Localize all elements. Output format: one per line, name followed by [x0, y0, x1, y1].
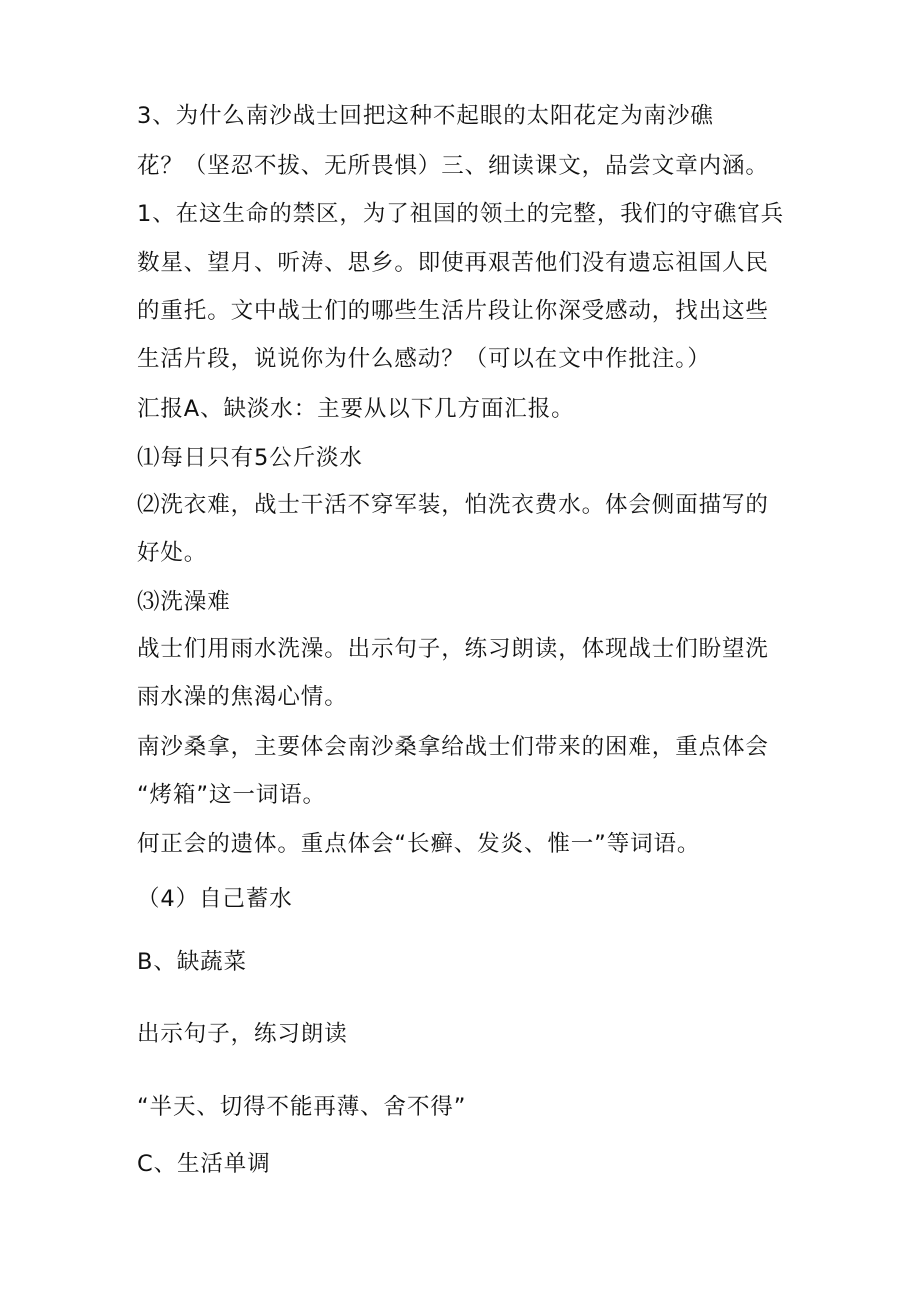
text-line-3: 1、在这生命的禁区，为了祖国的领土的完整，我们的守礁官兵 [137, 201, 785, 227]
text-line-9: ⑵洗衣难，战士干活不穿军装，怕洗衣费水。体会侧面描写的 [137, 492, 769, 518]
text-line-11: ⑶洗澡难 [137, 589, 231, 615]
text-line-16: 何正会的遗体。重点体会“长癣、发炎、惟一”等词语。 [137, 831, 701, 857]
text-line-20: “半天、切得不能再薄、舍不得” [137, 1094, 467, 1120]
text-line-7: 汇报A、缺淡水：主要从以下几方面汇报。 [137, 396, 575, 422]
text-line-10: 好处。 [137, 540, 208, 566]
text-line-5: 的重托。文中战士们的哪些生活片段让你深受感动，找出这些 [137, 298, 769, 324]
text-line-21: C、生活单调 [137, 1151, 271, 1177]
text-line-2: 花？（坚忍不拔、无所畏惧）三、细读课文，品尝文章内涵。 [137, 153, 769, 179]
text-line-4: 数星、望月、听涛、思乡。即使再艰苦他们没有遗忘祖国人民 [137, 250, 769, 276]
text-line-12: 战士们用雨水洗澡。出示句子，练习朗读，体现战士们盼望洗 [137, 636, 769, 662]
text-line-1: 3、为什么南沙战士回把这种不起眼的太阳花定为南沙礁 [137, 103, 714, 129]
text-line-18: B、缺蔬菜 [137, 949, 247, 975]
text-line-15: “烤箱”这一词语。 [137, 782, 326, 808]
text-line-8: ⑴每日只有5公斤淡水 [137, 445, 363, 471]
text-line-6: 生活片段，说说你为什么感动？（可以在文中作批注。） [137, 346, 711, 372]
text-line-19: 出示句子，练习朗读 [137, 1021, 348, 1047]
text-line-17: （4）自己蓄水 [137, 886, 293, 912]
text-line-13: 雨水澡的焦渴心情。 [137, 684, 348, 710]
text-line-14: 南沙桑拿，主要体会南沙桑拿给战士们带来的困难，重点体会 [137, 734, 769, 760]
